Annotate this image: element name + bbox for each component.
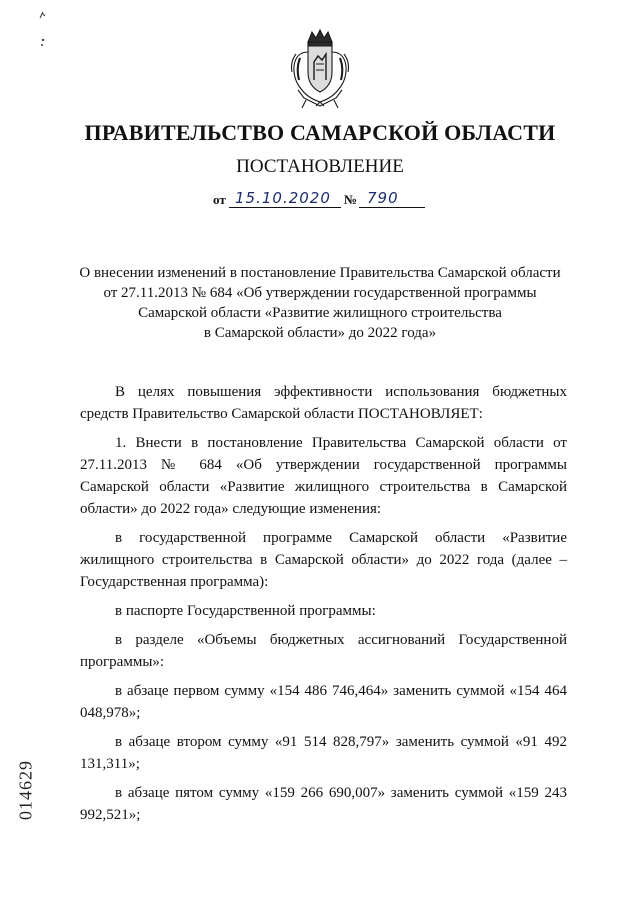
paragraph-program: в государственной программе Самарской области «Развитие жилищного строительства в Самарской области» до 2022 года (далее – Государственная программа): <box>80 530 567 590</box>
paragraph-second-amount: в абзаце втором сумму «91 514 828,797» заменить суммой «91 492 131,311»; <box>80 734 567 772</box>
heading-line: в Самарской области» до 2022 года» <box>203 325 437 341</box>
document-body <box>80 381 567 833</box>
number-underline <box>359 207 425 208</box>
date-handwritten: 15.10.2020 <box>235 189 331 207</box>
paragraph-preamble: В целях повышения эффективности использования бюджетных средств Правительство Самарской области ПОСТАНОВЛЯЕТ: <box>80 384 567 422</box>
paragraph-first-amount: в абзаце первом сумму «154 486 746,464» заменить суммой «154 464 048,978»; <box>80 683 567 721</box>
samara-coat-of-arms-icon <box>288 28 352 110</box>
heading-line: О внесении изменений в постановление Правительства Самарской области <box>79 265 561 281</box>
serial-number: 014629 <box>15 760 36 820</box>
paragraph-passport: в паспорте Государственной программы: <box>115 603 376 619</box>
date-number-line <box>213 186 443 212</box>
corner-mark-icon <box>36 10 50 50</box>
number-prefix: № <box>344 192 358 207</box>
heading-line: Самарской области «Развитие жилищного строительства <box>138 305 502 321</box>
number-handwritten: 790 <box>367 189 399 207</box>
paragraph-item-1: 1. Внести в постановление Правительства Самарской области от 27.11.2013 № 684 «Об утверждении государственной программы Самарской области «Развитие жилищного строительства в Самарской области» до 2022 года» следующие изменения: <box>80 435 567 517</box>
document-heading <box>70 263 570 343</box>
date-prefix: от <box>213 192 226 207</box>
heading-line: от 27.11.2013 № 684 «Об утверждении государственной программы <box>103 285 537 301</box>
date-underline <box>229 207 341 208</box>
paragraph-fifth-amount: в абзаце пятом сумму «159 266 690,007» заменить суммой «159 243 992,521»; <box>80 785 567 823</box>
org-title: ПРАВИТЕЛЬСТВО САМАРСКОЙ ОБЛАСТИ <box>84 120 556 145</box>
document-type: ПОСТАНОВЛЕНИЕ <box>236 156 404 177</box>
paragraph-section: в разделе «Объемы бюджетных ассигнований Государственной программы»: <box>80 632 567 670</box>
